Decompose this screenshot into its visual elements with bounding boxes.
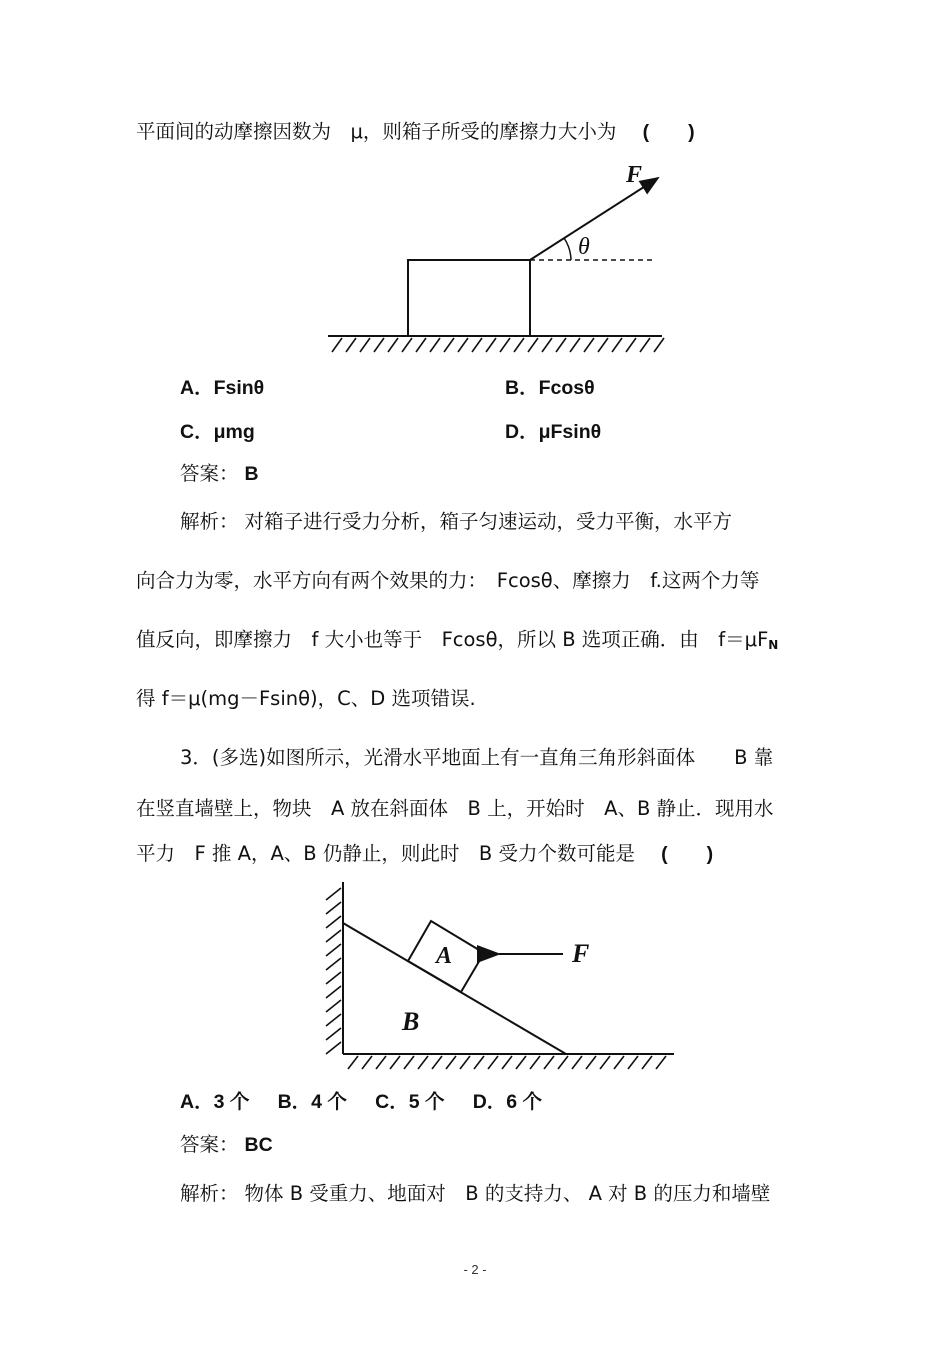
option-text: μmg — [213, 421, 255, 443]
option-letter: C． — [180, 421, 214, 443]
block-label: A — [436, 943, 453, 969]
q3-wedge-figure — [318, 878, 680, 1073]
answer-label: 答案： — [180, 1133, 239, 1156]
q2-answer — [180, 460, 259, 488]
force-label: F — [626, 162, 643, 188]
option-text: Fcosθ — [538, 377, 595, 399]
q2-option-b — [505, 374, 595, 402]
option-letter: B． — [505, 377, 539, 399]
option-letter: D． — [505, 421, 539, 443]
option-letter: A． — [180, 377, 214, 399]
option-letter: D． — [472, 1091, 507, 1113]
angle-label: θ — [578, 234, 590, 260]
force-label: F — [572, 939, 590, 968]
q2-analysis-line-3 — [136, 626, 778, 654]
q3-options — [180, 1088, 542, 1116]
option-text: 4 个 — [311, 1091, 347, 1113]
q3-stem-text: 3．(多选)如图所示，光滑水平地面上有一直角三角形斜面体 B 靠 — [180, 746, 774, 769]
q2-option-c — [180, 418, 255, 446]
q2-stem-text: 平面间的动摩擦因数为 μ，则箱子所受的摩擦力大小为 — [136, 120, 617, 143]
q3-answer-paren: ( ) — [661, 843, 714, 865]
q2-analysis-line-4 — [136, 685, 476, 713]
analysis-label: 解析： — [180, 510, 239, 533]
q2-box-figure — [320, 160, 680, 360]
analysis-subscript: N — [768, 638, 779, 652]
option-text: 6 个 — [506, 1091, 543, 1113]
q3-option-a — [180, 1090, 249, 1113]
q2-option-d — [505, 418, 601, 446]
angle-arc — [564, 238, 571, 260]
option-text: 5 个 — [408, 1091, 445, 1113]
option-text: Fsinθ — [213, 377, 265, 399]
q3-analysis — [180, 1180, 770, 1208]
q3-option-b — [278, 1090, 347, 1113]
q3-stem-line-1 — [180, 744, 773, 772]
q3-stem-text: 平力 F 推 A，A、B 仍静止，则此时 B 受力个数可能是 — [136, 842, 635, 865]
q2-analysis-line-1 — [180, 508, 732, 536]
q2-answer-paren: ( ) — [642, 121, 695, 143]
floor-hatching — [348, 1056, 666, 1069]
wedge-label: B — [402, 1007, 420, 1036]
analysis-text: 物体 B 受重力、地面对 B 的支持力、 A 对 B 的压力和墙壁 — [244, 1182, 771, 1205]
ground-hatching — [332, 338, 664, 352]
q3-stem-line-2 — [136, 795, 774, 823]
analysis-text: 得 f＝μ(mg－Fsinθ)，C、D 选项错误. — [136, 687, 476, 710]
q3-stem-line-3 — [136, 840, 713, 868]
q2-option-a — [180, 374, 264, 402]
answer-value: BC — [244, 1134, 273, 1156]
q3-option-c — [375, 1090, 444, 1113]
q3-stem-text: 在竖直墙壁上，物块 A 放在斜面体 B 上，开始时 A、B 静止．现用水 — [136, 797, 774, 820]
q3-answer — [180, 1131, 273, 1159]
option-text: μFsinθ — [538, 421, 602, 443]
option-letter: B． — [277, 1091, 312, 1113]
q2-stem — [136, 118, 695, 146]
q3-option-d — [473, 1090, 542, 1113]
force-arrow — [530, 178, 658, 260]
page-number: - 2 - — [463, 1262, 487, 1277]
box — [408, 260, 530, 336]
q2-analysis-line-2 — [136, 567, 759, 595]
option-text: 3 个 — [213, 1091, 250, 1113]
analysis-label: 解析： — [180, 1182, 239, 1205]
option-letter: C． — [375, 1091, 409, 1113]
analysis-text: 向合力为零，水平方向有两个效果的力： Fcosθ、摩擦力 f.这两个力等 — [136, 569, 760, 592]
answer-value: B — [244, 463, 259, 485]
option-letter: A． — [180, 1091, 214, 1113]
answer-label: 答案： — [180, 462, 239, 485]
analysis-text: 对箱子进行受力分析，箱子匀速运动，受力平衡，水平方 — [244, 510, 733, 533]
analysis-text: 值反向，即摩擦力 f 大小也等于 Fcosθ，所以 B 选项正确．由 f＝μF — [136, 628, 769, 651]
wall-hatching — [326, 888, 341, 1054]
